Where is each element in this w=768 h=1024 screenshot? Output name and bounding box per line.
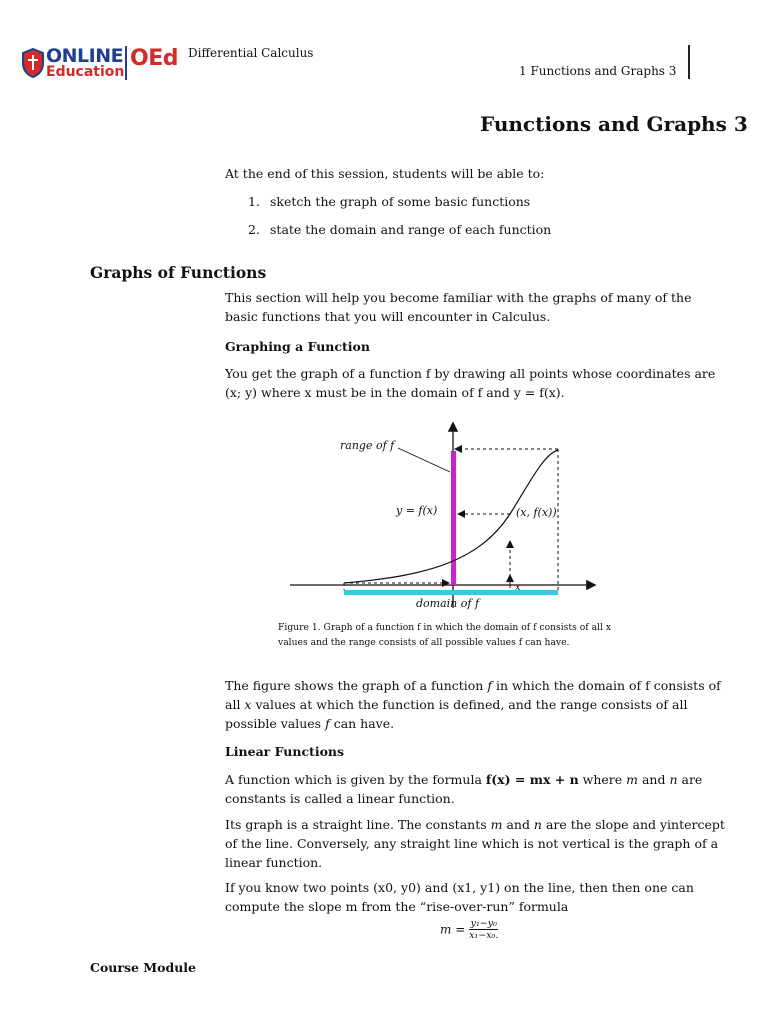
text-run: n	[533, 817, 542, 832]
text-run: values at which the function is defined, and the range consists of all possible values	[225, 697, 688, 731]
page-title: Functions and Graphs 3	[480, 112, 748, 136]
section-title: Graphs of Functions	[90, 263, 267, 282]
y-label: y = f(x)	[396, 504, 438, 517]
objective-item	[248, 194, 530, 209]
text-run: x	[244, 697, 252, 712]
point-label: (x, f(x))	[516, 506, 557, 519]
range-bar	[451, 451, 456, 585]
figure-description	[225, 676, 725, 733]
shield-icon	[22, 48, 44, 78]
footer-course-module: Course Module	[90, 960, 197, 975]
text-run: and	[502, 817, 534, 832]
slope-numerator: y₁−y₀	[470, 918, 497, 929]
objective-item	[248, 222, 551, 237]
graphing-heading: Graphing a Function	[225, 339, 370, 354]
objective-text: state the domain and range of each function	[270, 222, 552, 237]
range-label: range of f	[340, 439, 395, 452]
graphing-text: You get the graph of a function f by drawing all points whose coordinates are (x; y) where x must be in the domain of f and y = f(x).	[225, 366, 716, 400]
linear-formula: f(x) = mx + n	[485, 772, 579, 787]
text-run: Its graph is a straight line. The constants	[225, 817, 491, 832]
online-education-logo	[22, 44, 178, 84]
x-label: x	[515, 582, 521, 593]
linear-definition	[225, 770, 725, 808]
text-run: m	[626, 772, 638, 787]
text-run: The figure shows the graph of a function	[225, 678, 488, 693]
header-divider	[688, 45, 690, 79]
text-run: and	[638, 772, 670, 787]
objective-number: 2.	[248, 222, 260, 237]
text-run: in which the domain of f consists of all	[225, 678, 721, 712]
text-run: are constants is called a linear function.	[225, 772, 703, 806]
text-run: m	[490, 817, 503, 832]
two-points-text: If you know two points (x0, y0) and (x1, y1) on the line, then then one can compute the slope m from the “rise-over-run” formula	[225, 880, 694, 914]
domain-bar	[344, 590, 558, 595]
linear-heading: Linear Functions	[225, 744, 345, 759]
objective-number: 1.	[248, 194, 260, 209]
slope-denominator: x₁−x₀.	[469, 930, 499, 941]
logo-online-text: ONLINE	[46, 45, 124, 67]
range-leader-line	[398, 448, 450, 472]
objectives-intro: At the end of this session, students will be able to:	[225, 166, 545, 181]
header-course-name: Differential Calculus	[188, 46, 314, 60]
text-run: n	[669, 772, 678, 787]
logo-education-text: Education	[46, 64, 125, 80]
slope-lhs: m =	[440, 922, 466, 937]
text-run: f	[487, 678, 492, 693]
text-run: where	[578, 772, 627, 787]
domain-label: domain of f	[416, 597, 480, 610]
text-run: are the slope and yintercept of the line. Conversely, any straight line which is not vertical is the graph of a linear function.	[225, 817, 725, 870]
slope-formula	[440, 918, 498, 941]
logo-oed-text: OEd	[130, 46, 178, 71]
logo-divider	[125, 46, 127, 80]
linear-graph-text	[225, 815, 725, 872]
section-intro: This section will help you become familiar with the graphs of many of the basic functions that you will encounter in Calculus.	[225, 290, 692, 324]
text-run: f	[325, 716, 330, 731]
figure-caption: Figure 1. Graph of a function f in which the domain of f consists of all x values and the range consists of all possible values f can have.	[278, 622, 612, 648]
objective-text: sketch the graph of some basic functions	[270, 194, 531, 209]
function-graph-figure	[280, 418, 600, 614]
header-chapter: 1 Functions and Graphs 3	[519, 64, 677, 78]
slope-fraction	[469, 918, 498, 941]
text-run: A function which is given by the formula	[225, 772, 486, 787]
text-run: can have.	[329, 716, 395, 731]
